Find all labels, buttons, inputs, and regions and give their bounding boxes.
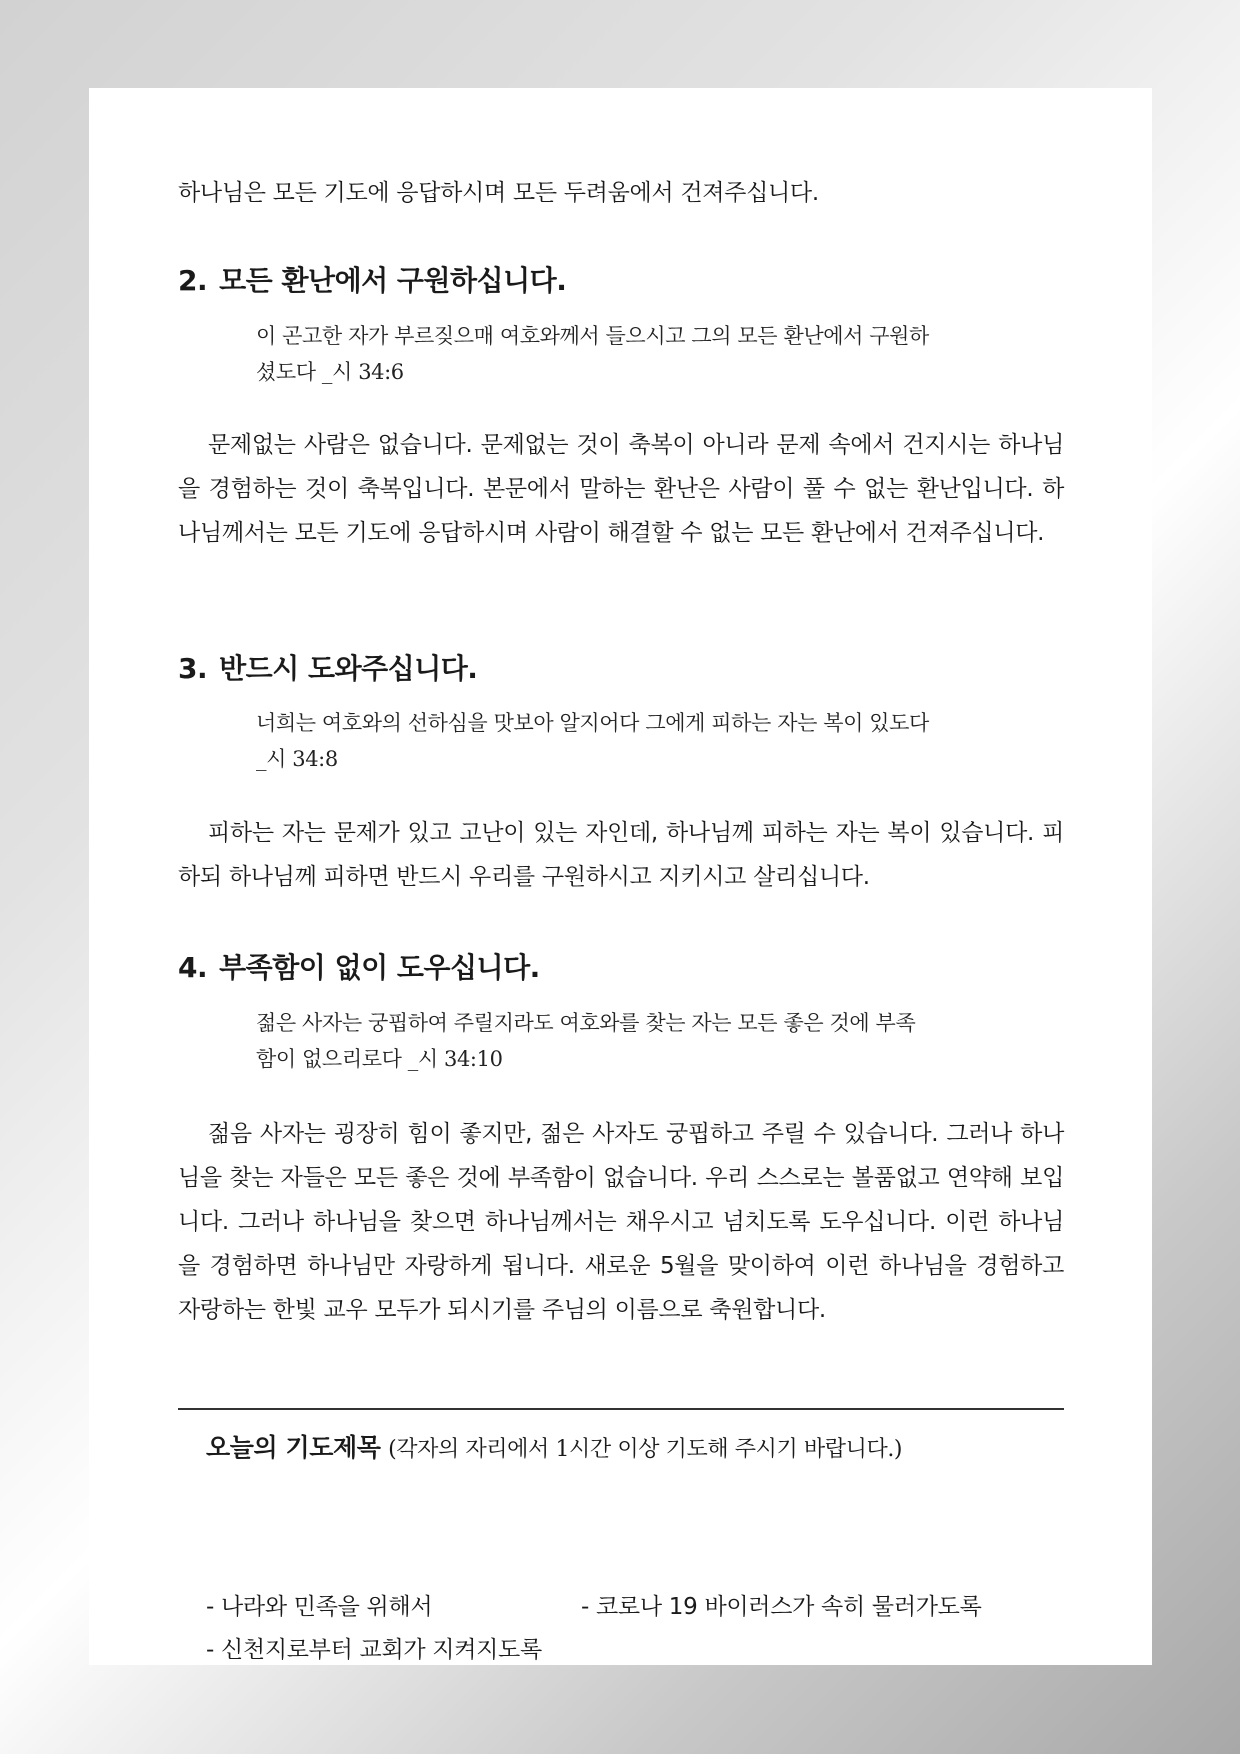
scripture-line: _시 34:8 bbox=[256, 747, 338, 771]
section-number: 4. bbox=[178, 951, 208, 984]
prayer-topics-note: (각자의 자리에서 1시간 이상 기도해 주시기 바랍니다.) bbox=[388, 1437, 903, 1462]
scripture-line: 너희는 여호와의 선하심을 맛보아 알지어다 그에게 피하는 자는 복이 있도다 bbox=[256, 711, 929, 735]
section-heading-3 bbox=[178, 651, 477, 687]
prayer-topics-title: 오늘의 기도제목 bbox=[206, 1433, 381, 1462]
scripture-line: 함이 없으리로다 _시 34:10 bbox=[256, 1047, 503, 1071]
body-paragraph-2: 문제없는 사람은 없습니다. 문제없는 것이 축복이 아니라 문제 속에서 건지시는 하나님을 경험하는 것이 축복입니다. 본문에서 말하는 환난은 사람이 풀 수 없는 환난입니다. 하나님께서는 모든 기도에 응답하시며 사람이 해결할 수 없는 모든 환난에서 건져주십니다. bbox=[178, 432, 1064, 546]
section-title: 반드시 도와주십니다. bbox=[219, 652, 478, 685]
body-paragraph-3: 피하는 자는 문제가 있고 고난이 있는 자인데, 하나님께 피하는 자는 복이 있습니다. 피하되 하나님께 피하면 반드시 우리를 구원하시고 지키시고 살리십니다. bbox=[178, 820, 1064, 890]
scripture-quote-4 bbox=[256, 1005, 1006, 1077]
section-heading-2 bbox=[178, 263, 566, 299]
section-number: 2. bbox=[178, 264, 208, 297]
section-title: 부족함이 없이 도우십니다. bbox=[219, 951, 540, 984]
prayer-item: - 코로나 19 바이러스가 속히 물러가도록 bbox=[581, 1594, 982, 1620]
section-number: 3. bbox=[178, 652, 208, 685]
scripture-line: 젊은 사자는 궁핍하여 주릴지라도 여호와를 찾는 자는 모든 좋은 것에 부족 bbox=[256, 1011, 916, 1035]
section-title: 모든 환난에서 구원하십니다. bbox=[219, 264, 567, 297]
prayer-item: - 나라와 민족을 위해서 bbox=[206, 1594, 433, 1620]
section-divider bbox=[178, 1408, 1064, 1410]
prayer-item: - 신천지로부터 교회가 지켜지도록 bbox=[206, 1637, 542, 1663]
prayer-topics-heading bbox=[206, 1428, 902, 1470]
scripture-quote-3 bbox=[256, 705, 1006, 777]
scripture-line: 셨도다 _시 34:6 bbox=[256, 360, 404, 384]
body-paragraph-4: 젊음 사자는 굉장히 힘이 좋지만, 젊은 사자도 궁핍하고 주릴 수 있습니다. 그러나 하나님을 찾는 자들은 모든 좋은 것에 부족함이 없습니다. 우리 스스로는 볼품없고 연약해 보입니다. 그러나 하나님을 찾으면 하나님께서는 채우시고 넘치도록 도우십니다. 이런 하나님을 경험하면 하나님만 자랑하게 됩니다. 새로운 5월을 맞이하여 이런 하나님을 경험하고 자랑하는 한빛 교우 모두가 되시기를 주님의 이름으로 축원합니다. bbox=[178, 1121, 1064, 1323]
lead-paragraph: 하나님은 모든 기도에 응답하시며 모든 두려움에서 건져주십니다. bbox=[178, 180, 819, 206]
scripture-line: 이 곤고한 자가 부르짖으매 여호와께서 들으시고 그의 모든 환난에서 구원하 bbox=[256, 324, 929, 348]
document-page bbox=[89, 88, 1152, 1665]
section-heading-4 bbox=[178, 950, 540, 986]
scripture-quote-2 bbox=[256, 318, 1006, 390]
